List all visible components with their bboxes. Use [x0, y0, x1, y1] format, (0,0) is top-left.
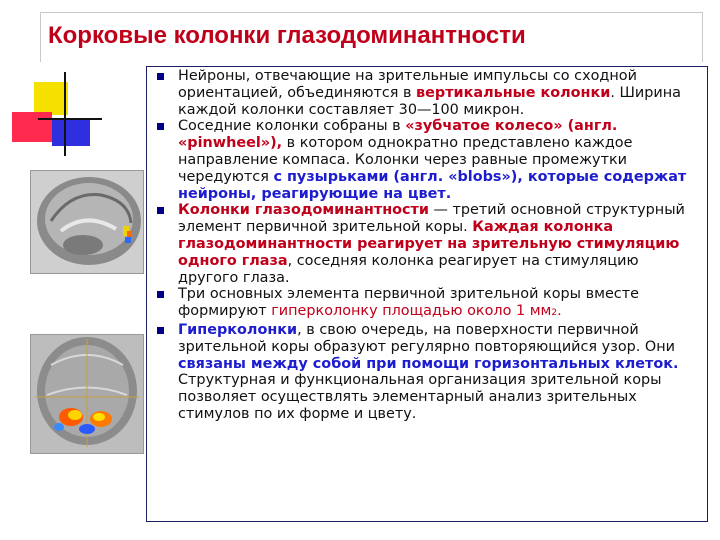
bullet-2-text-1: Соседние колонки собраны в [178, 118, 406, 135]
bullet-3-text-2: , соседняя колонка реагирует на стимуляцию другого глаза. [178, 252, 639, 286]
bullet-item-2 [150, 118, 698, 202]
bullet-3-highlight-2: Каждая колонка глазодоминантности реагирует на зрительную стимуляцию одного глаза [178, 219, 680, 269]
bullet-marker-icon [157, 207, 164, 214]
bullet-1-text-1: Нейроны, отвечающие на зрительные импульсы со сходной ориентацией, объединяются в [178, 68, 637, 101]
bullet-marker-icon [157, 123, 164, 130]
bullet-item-4 [150, 286, 698, 322]
bullet-2-highlight-1: «зубчатое колесо» (англ. «pinwheel»), [178, 118, 618, 152]
bullet-3-text-1: — третий основной структурный элемент первичной зрительной коры. [178, 202, 685, 236]
bullet-1-highlight: вертикальные колонки [416, 84, 611, 101]
decor-red-square [12, 112, 52, 142]
bullet-3-highlight-1: Колонки глазодоминантности [178, 202, 429, 219]
bullet-4-period: . [557, 303, 562, 320]
brain-sagittal-image [30, 170, 144, 274]
decor-vertical-line [64, 72, 66, 156]
brain-axial-fmri-image [30, 334, 144, 454]
bullet-5-highlight-1: Гиперколонки [178, 321, 298, 338]
bullet-4-text-1: Три основных элемента первичной зрительной коры вместе формируют [178, 286, 639, 320]
bullet-2-highlight-2: с пузырьками (англ. «blobs»), которые содержат нейроны, реагирующие на цвет. [178, 168, 687, 202]
bullet-marker-icon [157, 73, 164, 80]
bullet-1-text-2: . Ширина каждой колонки составляет 30—100 микрон. [178, 84, 681, 118]
bullet-marker-icon [157, 291, 164, 298]
slide-title: Корковые колонки глазодоминантности [48, 22, 526, 49]
bullet-5-text-1: , в свою очередь, на поверхности первичной зрительной коры образуют регулярно повторяющийся узор. Они [178, 321, 676, 355]
decor-yellow-square [34, 82, 68, 115]
bullet-4-superscript: 2 [551, 308, 558, 319]
bullet-item-5 [150, 322, 698, 423]
bullet-item-1 [150, 68, 698, 118]
bullet-5-highlight-2: связаны между собой при помощи горизонтальных клеток. [178, 355, 679, 372]
bullet-4-highlight: гиперколонку площадью около 1 мм [271, 303, 552, 320]
decor-blue-square [52, 118, 90, 146]
decor-horizontal-line [38, 118, 102, 120]
bullet-item-3 [150, 202, 698, 286]
bullet-list [150, 68, 698, 423]
bullet-2-text-2: в котором однократно представлено каждое направление компаса. Колонки через равные промежутки чередуются [178, 135, 633, 185]
bullet-5-text-2: Структурная и функциональная организация зрительной коры позволяет осуществлять элементарный анализ зрительных стимулов по их форме и цвету. [178, 372, 662, 422]
bullet-marker-icon [157, 327, 164, 334]
